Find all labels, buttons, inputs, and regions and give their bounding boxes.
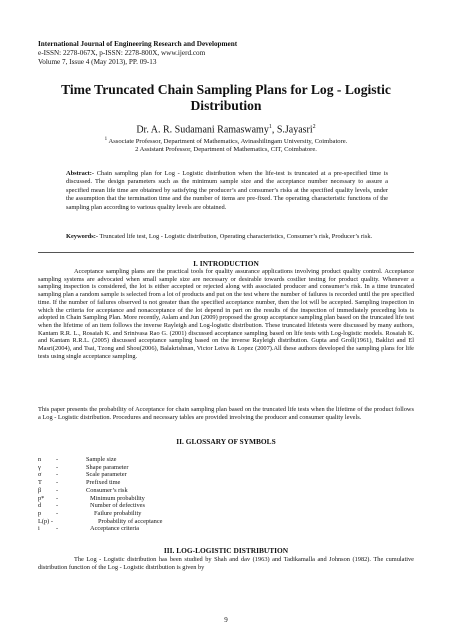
affiliation-1: Associate Professor, Department of Mathematics, Avinashilingam University, Coimbatore. bbox=[108, 138, 348, 146]
keywords-text: Truncated life test, Log - Logistic distribution, Operating characteristics, Consumer’s risk, Producer’s risk. bbox=[99, 233, 373, 240]
author-2: , S.Jayasri bbox=[271, 124, 313, 136]
loglogistic-text: The Log - Logistic distribution has been studied by Shah and dav (1963) and Tadikamalla and Johnson (1982). The cumulative distribution function of the Log - Logistic distribution is given by bbox=[38, 556, 414, 571]
author-2-sup: 2 bbox=[312, 124, 316, 130]
symbol-list bbox=[38, 456, 338, 533]
symbol-row bbox=[38, 471, 338, 479]
symbol-dash: - bbox=[56, 510, 59, 518]
paper-title: Time Truncated Chain Sampling Plans for Log - Logistic Distribution bbox=[61, 82, 391, 113]
symbol: p* bbox=[38, 494, 45, 502]
symbol-dash: - bbox=[56, 463, 59, 471]
affiliation-2: 2 Assistant Professor, Department of Mathematics, CIT, Coimbatore. bbox=[135, 146, 317, 154]
symbol-dash: - bbox=[56, 494, 59, 502]
symbol: p bbox=[38, 510, 42, 518]
symbol-dash: - bbox=[56, 479, 59, 487]
symbol-description: Scale parameter bbox=[86, 471, 127, 479]
symbol-description: Shape parameter bbox=[86, 463, 129, 471]
symbol-row bbox=[38, 502, 338, 510]
journal-header bbox=[38, 40, 418, 68]
symbol-dash: - bbox=[56, 486, 59, 494]
symbol-row bbox=[38, 495, 338, 503]
keywords bbox=[66, 233, 388, 241]
symbol: d bbox=[38, 502, 42, 510]
symbol-description: Consumer’s risk bbox=[86, 486, 128, 494]
intro-paragraph bbox=[38, 268, 414, 361]
glossary-heading: II. GLOSSARY OF SYMBOLS bbox=[176, 437, 276, 446]
symbol-row bbox=[38, 487, 338, 495]
affiliations bbox=[40, 136, 412, 155]
journal-name: International Journal of Engineering Research and Development bbox=[38, 40, 238, 48]
keywords-label: Keywords:- bbox=[66, 233, 98, 240]
divider bbox=[38, 252, 414, 253]
loglogistic-paragraph bbox=[38, 556, 414, 571]
symbol: β bbox=[38, 486, 42, 494]
page-number: 9 bbox=[224, 616, 228, 624]
symbol-dash: - bbox=[56, 502, 59, 510]
symbol: T bbox=[38, 479, 42, 487]
symbol: γ bbox=[38, 463, 41, 471]
symbol-description: Acceptance criteria bbox=[90, 525, 140, 533]
symbol-description: Sample size bbox=[86, 456, 117, 463]
intro-paragraph-2: This paper presents the probability of Acceptance for chain sampling plan based on the truncated life tests when the lifetime of the product follows a Log - Logistic distribution. Procedures and necessary tables are provided involving the producer and consumer quality levels. bbox=[38, 406, 414, 421]
symbol-description: Minimum probability bbox=[90, 494, 145, 502]
affiliation-1-sup: 1 bbox=[104, 137, 108, 142]
loglogistic-heading: III. LOG-LOGISTIC DISTRIBUTION bbox=[163, 546, 289, 555]
symbol-description: Failure probability bbox=[94, 510, 142, 518]
symbol: i bbox=[38, 525, 40, 533]
intro-heading: I. INTRODUCTION bbox=[193, 259, 259, 268]
symbol-row bbox=[38, 479, 338, 487]
abstract-text: Chain sampling plan for Log - Logistic distribution when the life-test is truncated at a pre-specified time is discussed. The design parameters such as the minimum sample size and the acceptance number necessary to assure a specified mean life time are obtained by satisfying the producer’s and consumer’s risks at the specified quality levels, under the assumption that the termination time and the number of items are pre-fixed. The operating characteristic functions of the sampling plan according to various quality levels are obtained. bbox=[66, 170, 388, 211]
abstract bbox=[66, 170, 388, 212]
author-line bbox=[30, 121, 422, 136]
symbol-row bbox=[38, 525, 338, 533]
symbol-dash: - bbox=[56, 456, 59, 463]
symbol-row bbox=[38, 518, 338, 526]
symbol-row bbox=[38, 510, 338, 518]
symbol-dash: - bbox=[56, 471, 59, 479]
symbol: σ bbox=[38, 471, 42, 479]
symbol-row bbox=[38, 464, 338, 472]
symbol-description: Prefixed time bbox=[86, 479, 121, 487]
abstract-label: Abstract:- bbox=[66, 170, 95, 177]
author-1-sup: 1 bbox=[268, 124, 272, 130]
symbol: n bbox=[38, 456, 42, 463]
symbol: L(p) - bbox=[38, 517, 53, 525]
journal-volume: Volume 7, Issue 4 (May 2013), PP. 09-13 bbox=[38, 58, 157, 67]
symbol-description: Probability of acceptance bbox=[98, 517, 163, 525]
journal-issn: e-ISSN: 2278-067X, p-ISSN: 2278-800X, www.ijerd.com bbox=[38, 49, 206, 58]
symbol-dash: - bbox=[56, 525, 59, 533]
intro-text: Acceptance sampling plans are the practical tools for quality assurance applications involving product quality control. Acceptance sampling systems are advocated when small sample size are necessary or desirable towards costlier testing for product quality. Whenever a sampling inspection is considered, the lot is either accepted or rejected along with associated producer and consumer’s risk. In a time truncated sampling plan a random sample is selected from a lot of products and put on the test where the number of failures is recorded until the pre specified time. If the number of failures observed is not greater than the specified acceptance number, then the lot will be accepted. Sampling inspection in which the criteria for acceptance and nonacceptance of the lot depend in part on the results of the inspection of immediately preceding lots is adopted in Chain Sampling Plan. More recently, Aslam and Jun (2009) proposed the group acceptance sampling plan based on the truncated life test when the lifetime of an item follows the inverse Rayleigh and Log-logistic distribution. These truncated lifetests were discussed by many authors, Kantam R.R. L., Rosaiah K. and Srinivasa Rao G. (2001) discussed acceptance sampling based on life tests with Log-logistic models. Rosaiah K. and Kantam R.R.L. (2005) discussed acceptance sampling based on the inverse Rayleigh distribution. Gupta and Groll(1961), Baklizi and El Masri(2004), and Tsai, Tzong and Shou(2006), Balakrishnan, Victor Leiva & Lopez (2007).All these authors developed the sampling plans for life tests using single acceptance sampling. bbox=[38, 268, 414, 360]
symbol-description: Number of defectives bbox=[90, 502, 145, 510]
symbol-row bbox=[38, 456, 338, 464]
author-1: Dr. A. R. Sudamani Ramaswamy bbox=[136, 124, 269, 136]
